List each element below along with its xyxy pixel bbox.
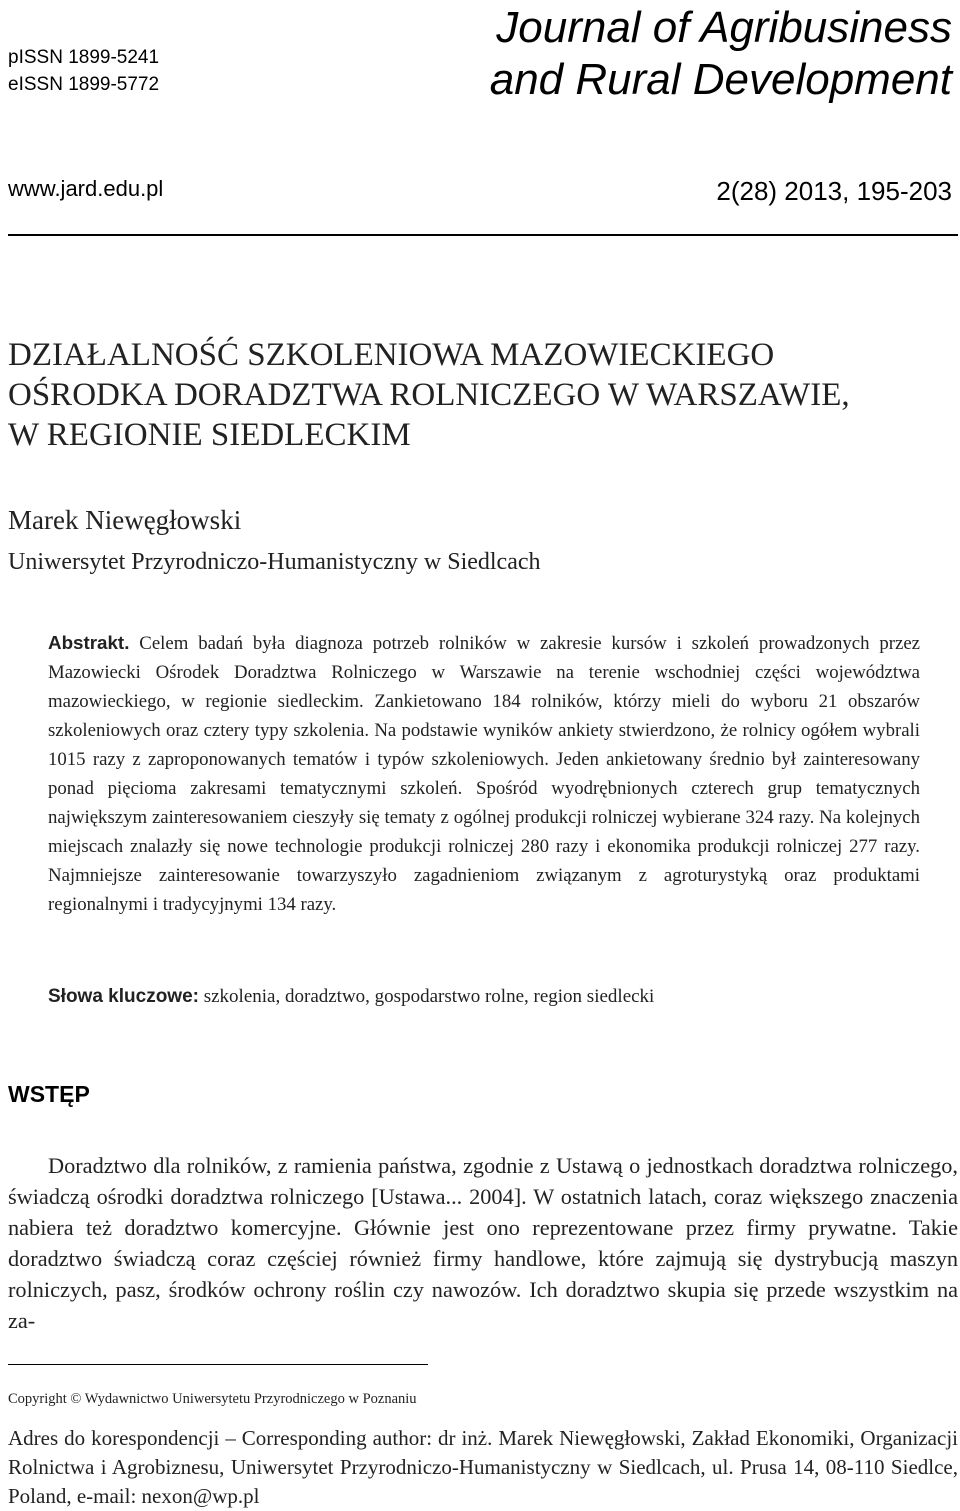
article-title-line3: W REGIONIE SIEDLECKIM: [8, 417, 411, 453]
article-title-line1: DZIAŁALNOŚĆ SZKOLENIOWA MAZOWIECKIEGO: [8, 337, 775, 373]
article-title-line2: OŚRODKA DORADZTWA ROLNICZEGO W WARSZAWIE,: [8, 377, 850, 413]
header-divider: [8, 234, 958, 236]
article-title: [8, 335, 958, 455]
keywords: [48, 986, 920, 1008]
copyright-notice: Copyright © Wydawnictwo Uniwersytetu Przyrodniczego w Poznaniu: [8, 1391, 417, 1407]
issue-info: 2(28) 2013, 195-203: [716, 176, 952, 206]
correspondence-address: Adres do korespondencji – Corresponding author: dr inż. Marek Niewęgłowski, Zakład Ekonomiki, Organizacji Rolnictwa i Agrobiznesu, Uniwersytet Przyrodniczo-Humanistyczny w Siedlcach, ul. Prusa 14, 08-110 Siedlce, Poland, e-mail: nexon@wp.pl: [8, 1426, 958, 1508]
abstract-label: Abstrakt.: [48, 632, 130, 653]
pissn: pISSN 1899-5241: [8, 47, 160, 68]
keywords-text: szkolenia, doradztwo, gospodarstwo rolne, region siedlecki: [203, 986, 655, 1007]
author-name: Marek Niewęgłowski: [8, 505, 242, 535]
journal-title: [490, 2, 952, 106]
section-heading-intro: WSTĘP: [8, 1081, 90, 1107]
author-affiliation: Uniwersytet Przyrodniczo-Humanistyczny w Siedlcach: [8, 549, 541, 575]
journal-title-line2: and Rural Development: [489, 55, 952, 104]
footnote-divider: [8, 1364, 428, 1365]
journal-title-line1: Journal of Agribusiness: [496, 3, 952, 52]
journal-url[interactable]: www.jard.edu.pl: [8, 176, 164, 201]
abstract: [48, 628, 920, 919]
keywords-label: Słowa kluczowe:: [48, 986, 199, 1007]
issn-block: [8, 44, 159, 98]
eissn: eISSN 1899-5772: [8, 74, 160, 95]
abstract-text: Celem badań była diagnoza potrzeb rolników w zakresie kursów i szkoleń prowadzonych przez Mazowiecki Ośrodek Doradztwa Rolniczego w Warszawie na terenie wschodniej części województwa mazowieckiego, w regionie siedleckim. Zankietowano 184 rolników, którzy mieli do wyboru 21 obszarów szkoleniowych oraz cztery typy szkolenia. Na podstawie wyników ankiety stwierdzono, że rolnicy ogółem wybrali 1015 razy z zaproponowanych tematów i typów szkoleniowych. Jeden ankietowany średnio był zainteresowany ponad pięcioma zakresami tematycznymi szkoleń. Spośród wyodrębnionych czterech grup tematycznych największym zainteresowaniem cieszyły się tematy z ogólnej produkcji rolniczej wybierane 324 razy. Na kolejnych miejscach znalazły się nowe technologie produkcji rolniczej 280 razy i ekonomika produkcji rolniczej 277 razy. Najmniejsze zainteresowanie towarzyszyło zagadnieniom związanym z agroturystyką oraz produktami regionalnymi i tradycyjnymi 134 razy.: [48, 633, 920, 915]
intro-paragraph: Doradztwo dla rolników, z ramienia państwa, zgodnie z Ustawą o jednostkach doradztwa rolniczego, świadczą ośrodki doradztwa rolniczego [Ustawa... 2004]. W ostatnich latach, coraz większego znaczenia nabiera też doradztwo komercyjne. Głównie jest ono reprezentowane przez firmy prywatne. Takie doradztwo świadczą coraz częściej również firmy handlowe, które zajmują się dystrybucją maszyn rolniczych, pasz, środków ochrony roślin czy nawozów. Ich doradztwo skupia się przede wszystkim na za-: [8, 1153, 958, 1333]
